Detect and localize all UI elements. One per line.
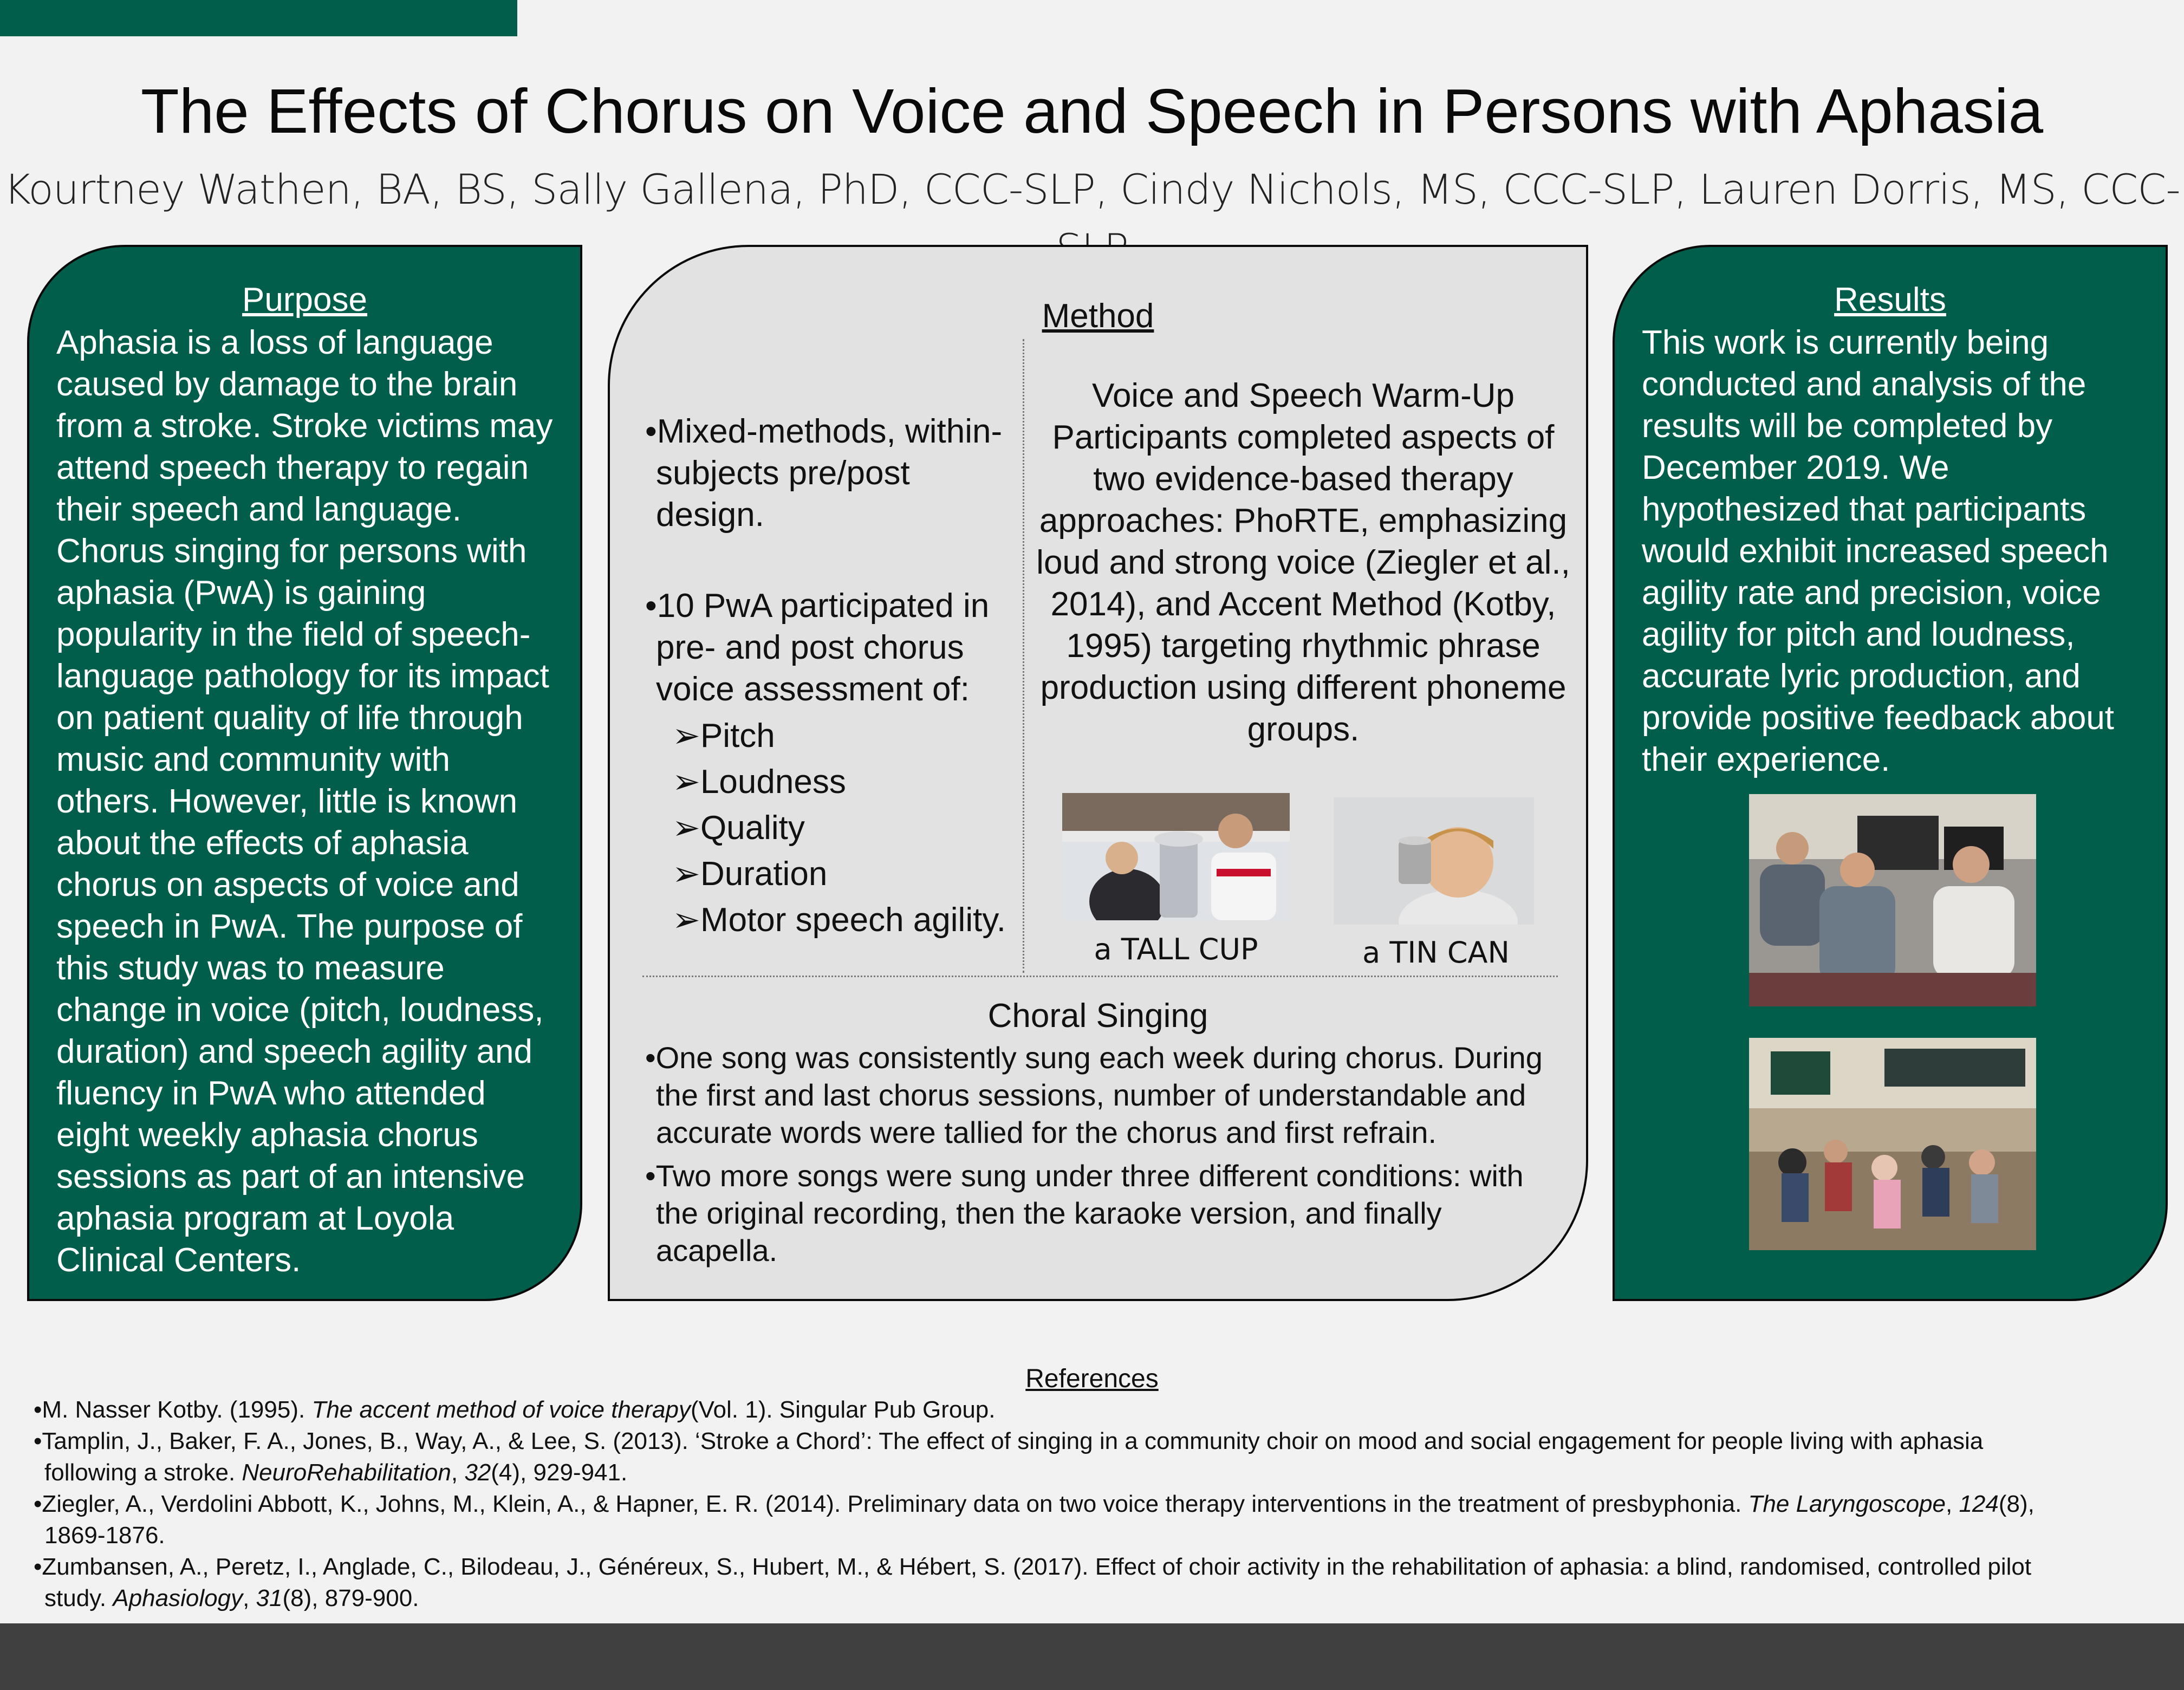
text-line: two evidence-based therapy	[1093, 460, 1513, 498]
results-text	[1642, 322, 2146, 781]
text-line: the first and last chorus sessions, number of understandable and	[656, 1078, 1526, 1112]
text-line: 1995) targeting rhythmic phrase	[1066, 627, 1540, 665]
measures-list	[672, 713, 1030, 943]
purpose-heading: Purpose	[242, 281, 367, 318]
text-line: language pathology for its impact	[56, 658, 549, 695]
text-line: 2014), and Accent Method (Kotby,	[1050, 586, 1556, 623]
text-line: popularity in the field of speech-	[56, 616, 531, 653]
text-line: Clinical Centers.	[56, 1242, 301, 1279]
choral-heading: Choral Singing	[987, 997, 1208, 1035]
text-line: eight weekly aphasia chorus	[56, 1116, 478, 1154]
text-line: aphasia (PwA) is gaining	[56, 574, 426, 612]
text-line: results will be completed by	[1642, 407, 2053, 445]
tall-cup-photo	[1062, 793, 1290, 920]
choral-bullet-1	[645, 1039, 1566, 1151]
text-line: •Two more songs were sung under three different conditions: with	[645, 1159, 1524, 1193]
text-line: acapella.	[656, 1233, 778, 1268]
text-line: approaches: PhoRTE, emphasizing	[1039, 502, 1568, 540]
participants-bullet	[645, 585, 1019, 710]
text-line: •Mixed-methods, within-	[645, 413, 1003, 450]
purpose-panel	[27, 245, 582, 1301]
text-line: •One song was consistently sung each week during chorus. During	[645, 1041, 1543, 1075]
bottom-footer-bar	[0, 1623, 2184, 1690]
text-line: Chorus singing for persons with	[56, 532, 527, 570]
text-line: others. However, little is known	[56, 783, 518, 820]
text-line: agility rate and precision, voice	[1642, 574, 2101, 612]
text-line: hypothesized that participants	[1642, 491, 2086, 528]
text-line: accurate lyric production, and	[1642, 658, 2081, 695]
top-accent-bar	[0, 0, 517, 36]
chorus-group-photo	[1749, 1038, 2036, 1250]
results-panel	[1613, 245, 2168, 1301]
text-line: chorus on aspects of voice and	[56, 866, 519, 903]
text-line: Participants completed aspects of	[1052, 419, 1555, 456]
warmup-heading: Voice and Speech Warm-Up	[1092, 377, 1514, 414]
tin-can-caption: a TIN CAN	[1362, 935, 1510, 970]
text-line: groups.	[1247, 711, 1360, 748]
text-line: music and community with	[56, 741, 451, 778]
therapy-session-photo	[1749, 794, 2036, 1006]
text-line: provide positive feedback about	[1642, 699, 2115, 737]
text-line: speech in PwA. The purpose of	[56, 908, 523, 945]
text-line: accurate words were tallied for the chorus and first refrain.	[656, 1115, 1437, 1149]
text-line: subjects pre/post	[656, 454, 910, 492]
reference-kotby: •M. Nasser Kotby. (1995). The accent method of voice therapy(Vol. 1). Singular Pub Group.	[34, 1396, 996, 1423]
text-line: Aphasia is a loss of language	[56, 324, 493, 361]
text-line: duration) and speech agility and	[56, 1033, 532, 1070]
text-line: about the effects of aphasia	[56, 824, 469, 862]
list-item: ➢Motor speech agility.	[672, 901, 1006, 939]
text-line: their speech and language.	[56, 491, 462, 528]
tin-can-photo	[1334, 797, 1534, 925]
text-line: their experience.	[1642, 741, 1890, 778]
reference-zumbansen: •Zumbansen, A., Peretz, I., Anglade, C., Bilodeau, J., Généreux, S., Hubert, M., & Hébert, S. (2017). Effect of choir activity in the rehabilitation of aphasia: a blind, randomised, controlled pilot study. Aphasiology, 31(8), 879-900.	[34, 1554, 2032, 1611]
text-line: this study was to measure	[56, 950, 445, 987]
method-heading: Method	[1042, 297, 1154, 335]
text-line: fluency in PwA who attended	[56, 1075, 486, 1112]
text-line: pre- and post chorus	[656, 629, 964, 666]
text-line: This work is currently being	[1642, 324, 2049, 361]
design-bullet	[645, 411, 1019, 536]
text-line: •10 PwA participated in	[645, 587, 990, 625]
method-panel	[608, 245, 1588, 1301]
text-line: production using different phoneme	[1040, 669, 1566, 706]
choral-bullet-2	[645, 1157, 1566, 1269]
tall-cup-caption: a TALL CUP	[1094, 932, 1258, 966]
text-line: design.	[656, 496, 764, 534]
list-item: ➢Loudness	[672, 763, 846, 801]
poster-authors: Kourtney Wathen, BA, BS, Sally Gallena, PhD, CCC-SLP, Cindy Nichols, MS, CCC-SLP, Lauren Dorris, MS, CCC-	[4, 165, 2180, 213]
list-item: ➢Pitch	[672, 717, 775, 755]
text-line: sessions as part of an intensive	[56, 1158, 525, 1195]
text-line: voice assessment of:	[656, 671, 970, 708]
text-line: December 2019. We	[1642, 449, 1949, 486]
list-item: ➢Quality	[672, 809, 805, 847]
text-line: agility for pitch and loudness,	[1642, 616, 2075, 653]
text-line: change in voice (pitch, loudness,	[56, 991, 544, 1029]
text-line: loud and strong voice (Ziegler et al.,	[1036, 544, 1570, 581]
poster-title: The Effects of Chorus on Voice and Speech in Persons with Aphasia	[140, 76, 2044, 146]
list-item: ➢Duration	[672, 855, 828, 893]
text-line: the original recording, then the karaoke version, and finally	[656, 1196, 1442, 1230]
text-line: conducted and analysis of the	[1642, 366, 2086, 403]
text-line: aphasia program at Loyola	[56, 1200, 454, 1237]
results-heading: Results	[1834, 281, 1946, 318]
purpose-text	[56, 322, 560, 1281]
warmup-section	[1032, 375, 1574, 750]
text-line: on patient quality of life through	[56, 699, 523, 737]
text-line: attend speech therapy to regain	[56, 449, 529, 486]
text-line: caused by damage to the brain	[56, 366, 518, 403]
reference-tamplin: •Tamplin, J., Baker, F. A., Jones, B., Way, A., & Lee, S. (2013). ‘Stroke a Chord’: The effect of singing in a community choir on mood and social engagement for people living with aphasia following a stroke. NeuroRehabilitation, 32(4), 929-941.	[34, 1428, 1984, 1486]
references-heading: References	[1025, 1364, 1159, 1393]
text-line: would exhibit increased speech	[1642, 532, 2109, 570]
reference-ziegler: •Ziegler, A., Verdolini Abbott, K., Johns, M., Klein, A., & Hapner, E. R. (2014). Preliminary data on two voice therapy interventions in the treatment of presbyphonia. The Laryngoscope, 124(8), 1869-1876.	[34, 1491, 2034, 1549]
section-divider	[642, 976, 1558, 977]
text-line: from a stroke. Stroke victims may	[56, 407, 553, 445]
